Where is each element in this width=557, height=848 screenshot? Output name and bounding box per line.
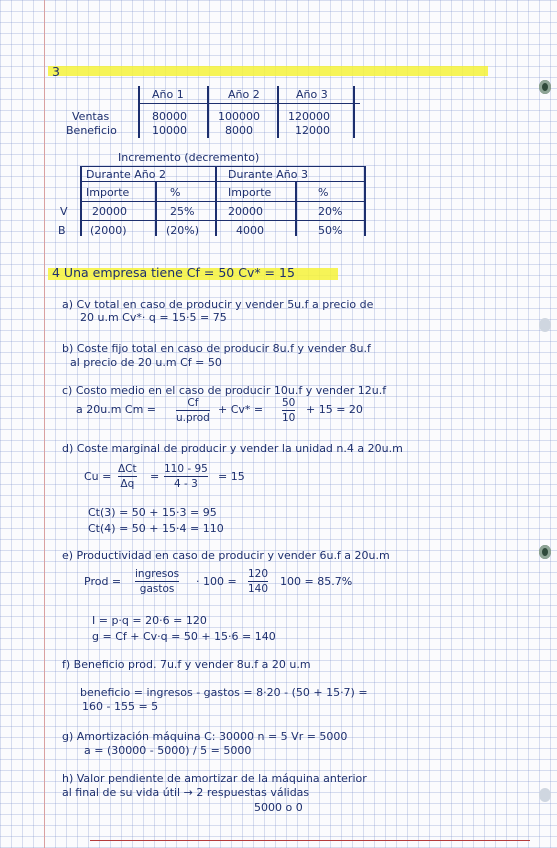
- column-header: %: [170, 186, 181, 199]
- item-h-line: al final de su vida útil → 2 respuestas válidas: [62, 786, 310, 799]
- column-header: Importe: [86, 186, 130, 199]
- fraction-numerator: 50: [282, 397, 296, 409]
- item-b-line: al precio de 20 u.m Cf = 50: [70, 356, 222, 369]
- item-d-fraction: [118, 463, 137, 490]
- table-cell: 100000: [218, 110, 260, 123]
- binder-hole: [539, 545, 551, 559]
- table-title: Incremento (decremento): [118, 151, 260, 164]
- item-e-calc: g = Cf + Cv·q = 50 + 15·6 = 140: [92, 630, 276, 643]
- fraction-numerator: ingresos: [135, 568, 180, 580]
- group-header: Durante Año 3: [228, 168, 308, 181]
- fraction-numerator: Cf: [187, 397, 199, 409]
- item-c-fraction: [282, 397, 295, 424]
- section-3-number: 3: [52, 64, 60, 79]
- item-b-line: b) Coste fijo total en caso de producir 8u.f y vender 8u.f: [62, 342, 371, 355]
- item-a-line: a) Cv total en caso de producir y vender 5u.f a precio de: [62, 298, 374, 311]
- table-cell: 20%: [318, 205, 343, 218]
- column-header: %: [318, 186, 329, 199]
- fraction-denominator: gastos: [139, 583, 175, 595]
- item-e-text: 100 = 85.7%: [280, 575, 353, 588]
- item-c-text: + Cv* =: [218, 403, 264, 416]
- item-d-text: = 15: [218, 470, 245, 483]
- binder-hole: [539, 80, 551, 94]
- item-d-text: =: [150, 470, 160, 483]
- item-d-text: Cu =: [84, 470, 112, 483]
- section-4-title: 4 Una empresa tiene Cf = 50 Cv* = 15: [52, 265, 295, 280]
- column-header: Importe: [228, 186, 272, 199]
- item-g-line: g) Amortización máquina C: 30000 n = 5 Vr = 5000: [62, 730, 348, 743]
- table-cell: (2000): [90, 224, 127, 237]
- item-d-fraction: [164, 463, 208, 490]
- fraction-denominator: Δq: [120, 478, 135, 490]
- item-d-line: d) Coste marginal de producir y vender la unidad n.4 a 20u.m: [62, 442, 403, 455]
- row-label: B: [58, 224, 66, 237]
- item-f-line: beneficio = ingresos - gastos = 8·20 - (50 + 15·7) =: [80, 686, 368, 699]
- table-cell: 20000: [228, 205, 263, 218]
- item-g-line: a = (30000 - 5000) / 5 = 5000: [84, 744, 252, 757]
- item-e-line: e) Productividad en caso de producir y vender 6u.f a 20u.m: [62, 549, 390, 562]
- table-header: Año 2: [228, 88, 260, 101]
- table-cell: (20%): [166, 224, 200, 237]
- item-e-fraction: [135, 568, 179, 595]
- item-f-line: 160 - 155 = 5: [82, 700, 159, 713]
- table-cell: 80000: [152, 110, 187, 123]
- item-h-line: h) Valor pendiente de amortizar de la máquina anterior: [62, 772, 367, 785]
- item-h-line: 5000 o 0: [254, 801, 303, 814]
- fraction-denominator: u.prod: [176, 412, 210, 424]
- item-e-fraction: [248, 568, 268, 595]
- highlight-section-3: [48, 64, 488, 79]
- row-label: Ventas: [72, 110, 110, 123]
- fraction-numerator: 110 - 95: [164, 463, 208, 475]
- item-d-calc: Ct(3) = 50 + 15·3 = 95: [88, 506, 217, 519]
- table-cell: 10000: [152, 124, 187, 137]
- group-header: Durante Año 2: [86, 168, 166, 181]
- fraction-denominator: 10: [282, 412, 296, 424]
- item-c-text: a 20u.m Cm =: [76, 403, 157, 416]
- item-a-line: 20 u.m Cv*· q = 15·5 = 75: [80, 311, 227, 324]
- table-cell: 120000: [288, 110, 330, 123]
- table-cell: 25%: [170, 205, 195, 218]
- page-margin-line: [44, 0, 45, 848]
- table-cell: 20000: [92, 205, 127, 218]
- item-e-calc: I = p·q = 20·6 = 120: [92, 614, 207, 627]
- page-bottom-line: [90, 840, 530, 841]
- fraction-denominator: 4 - 3: [174, 478, 198, 490]
- fraction-numerator: ΔCt: [118, 463, 137, 475]
- row-label: Beneficio: [66, 124, 117, 137]
- table-cell: 4000: [236, 224, 264, 237]
- item-f-line: f) Beneficio prod. 7u.f y vender 8u.f a 20 u.m: [62, 658, 311, 671]
- row-label: V: [60, 205, 68, 218]
- binder-hole: [539, 318, 551, 332]
- table-cell: 50%: [318, 224, 343, 237]
- table-cell: 8000: [225, 124, 253, 137]
- item-c-text: + 15 = 20: [306, 403, 363, 416]
- item-d-calc: Ct(4) = 50 + 15·4 = 110: [88, 522, 224, 535]
- item-e-text: Prod =: [84, 575, 122, 588]
- table-cell: 12000: [295, 124, 330, 137]
- table-header: Año 1: [152, 88, 184, 101]
- item-c-fraction: [176, 397, 210, 424]
- fraction-numerator: 120: [248, 568, 269, 580]
- table-header: Año 3: [296, 88, 328, 101]
- item-e-text: · 100 =: [196, 575, 237, 588]
- fraction-denominator: 140: [248, 583, 269, 595]
- item-c-line: c) Costo medio en el caso de producir 10u.f y vender 12u.f: [62, 384, 387, 397]
- binder-hole: [539, 788, 551, 802]
